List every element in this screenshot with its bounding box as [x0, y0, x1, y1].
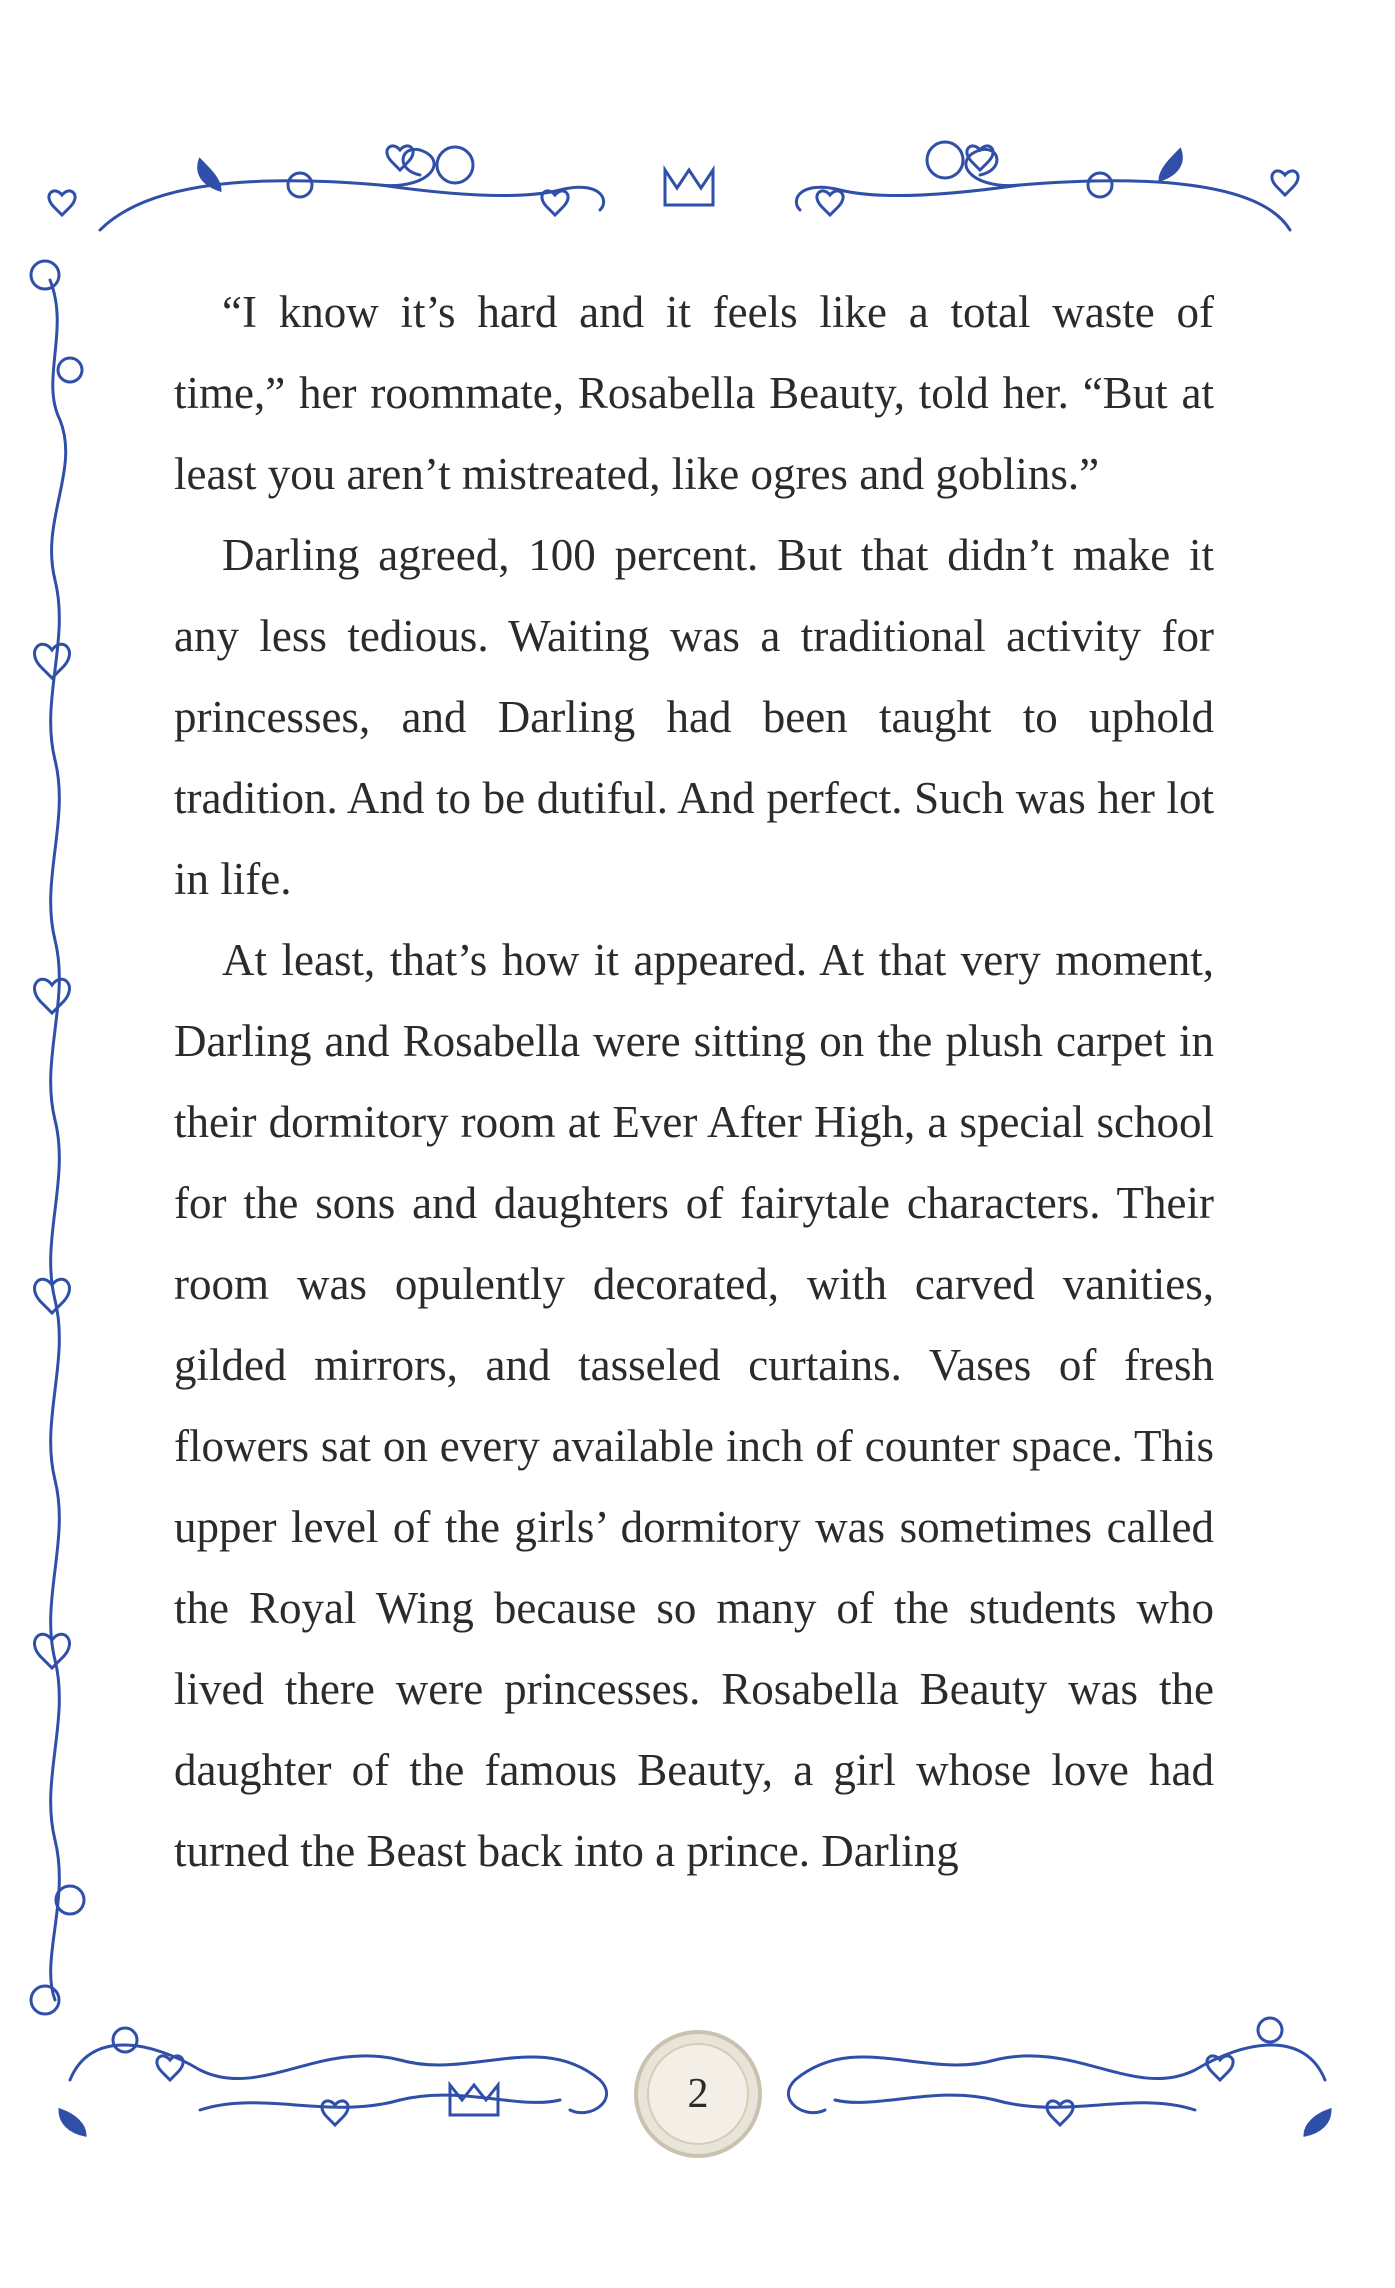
left-border-flourish	[50, 280, 66, 2000]
leaf-icon	[1305, 2110, 1330, 2135]
page-number: 2	[687, 2071, 709, 2117]
page-body	[174, 272, 1214, 1892]
heart-icon	[542, 191, 568, 215]
top-flourish-right	[966, 149, 1290, 230]
paragraph: Darling agreed, 100 percent. But that didn’t make it any less tedious. Waiting was a traditional activity for princesses, and Darling had been taught to uphold tradition. And to be dutiful. And perfect. Such was her lot in life.	[174, 530, 1214, 904]
heart-icon	[1207, 2056, 1233, 2080]
crown-icon	[665, 170, 713, 205]
heart-icon	[35, 644, 70, 678]
heart-icon	[35, 1279, 70, 1313]
heart-icon	[1272, 171, 1298, 195]
leaf-icon	[1160, 150, 1181, 180]
paragraph: “I know it’s hard and it feels like a total waste of time,” her roommate, Rosabella Beauty, told her. “But at least you aren’t mistreated, like ogres and goblins.”	[174, 287, 1214, 499]
heart-icon	[1047, 2101, 1073, 2125]
heart-icon	[49, 191, 75, 215]
heart-icon	[322, 2101, 348, 2125]
leaf-icon	[60, 2110, 85, 2135]
heart-icon	[35, 979, 70, 1013]
top-flourish-left	[100, 149, 434, 230]
paragraph: At least, that’s how it appeared. At that very moment, Darling and Rosabella were sitting on the plush carpet in their dormitory room at Ever After High, a special school for the sons and daughters of fairytale characters. Their room was opulently decorated, with carved vanities, gilded mirrors, and tasseled curtains. Vases of fresh flowers sat on every available inch of counter space. This upper level of the girls’ dormitory was sometimes called the Royal Wing because so many of the students who lived there were princesses. Rosabella Beauty was the daughter of the famous Beauty, a girl whose love had turned the Beast back into a prince. Darling	[174, 935, 1214, 1876]
heart-icon	[817, 191, 843, 215]
